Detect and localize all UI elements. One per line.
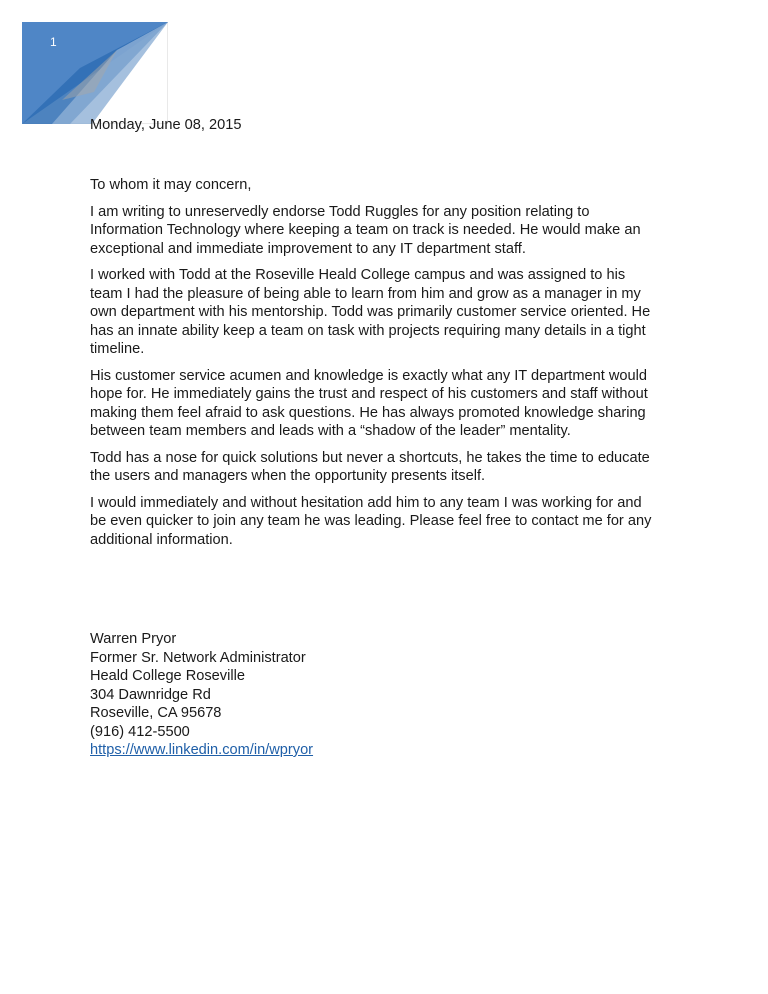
paragraph-line: I am writing to unreservedly endorse Todd Ruggles for any position relating to (90, 203, 590, 220)
paragraph-line: timeline. (90, 341, 145, 357)
paragraph-3 (90, 367, 680, 441)
paragraph-line: the users and managers when the opportunity presents itself. (90, 468, 486, 484)
signer-city: Roseville, CA 95678 (90, 705, 222, 721)
linkedin-link[interactable]: https://www.linkedin.com/in/wpryor (90, 742, 314, 758)
paragraph-line: has an innate ability keep a team on task with projects requiring many details in a tight (90, 322, 646, 339)
page-number: 1 (50, 35, 57, 49)
signer-organization: Heald College Roseville (90, 668, 245, 684)
paragraph-line: I worked with Todd at the Roseville Heald College campus and was assigned to his (90, 267, 626, 283)
signer-street: 304 Dawnridge Rd (90, 686, 211, 703)
paragraph-line: His customer service acumen and knowledge is exactly what any IT department would (90, 367, 647, 384)
paragraph-line: between team members and leads with a “shadow of the leader” mentality. (90, 423, 571, 439)
paragraph-line: hope for. He immediately gains the trust and respect of his customers and staff without (90, 386, 648, 402)
paragraph-1 (90, 203, 680, 259)
letter-date: Monday, June 08, 2015 (90, 117, 242, 133)
corner-decoration (22, 22, 168, 124)
paragraph-line: be even quicker to join any team he was leading. Please feel free to contact me for any (90, 513, 652, 529)
paragraph-line: additional information. (90, 531, 233, 548)
salutation: To whom it may concern, (90, 177, 252, 193)
letter-body (90, 116, 680, 549)
signer-title: Former Sr. Network Administrator (90, 649, 306, 666)
paragraph-4 (90, 449, 680, 486)
paragraph-line: own department with his mentorship. Todd was primarily customer service oriented. He (90, 304, 651, 320)
signer-phone: (916) 412-5500 (90, 723, 190, 740)
signer-name: Warren Pryor (90, 631, 177, 647)
paragraph-line: I would immediately and without hesitation add him to any team I was working for and (90, 494, 642, 511)
paragraph-line: making them feel afraid to ask questions. He has always promoted knowledge sharing (90, 404, 646, 421)
paragraph-line: exceptional and immediate improvement to any IT department staff. (90, 240, 526, 257)
paragraph-line: Information Technology where keeping a team on track is needed. He would make an (90, 222, 641, 238)
paragraph-line: team I had the pleasure of being able to learn from him and grow as a manager in my (90, 285, 641, 302)
signature-block (90, 630, 313, 760)
paragraph-5 (90, 494, 680, 550)
paragraph-2 (90, 266, 680, 359)
paragraph-line: Todd has a nose for quick solutions but never a shortcuts, he takes the time to educate (90, 449, 650, 466)
